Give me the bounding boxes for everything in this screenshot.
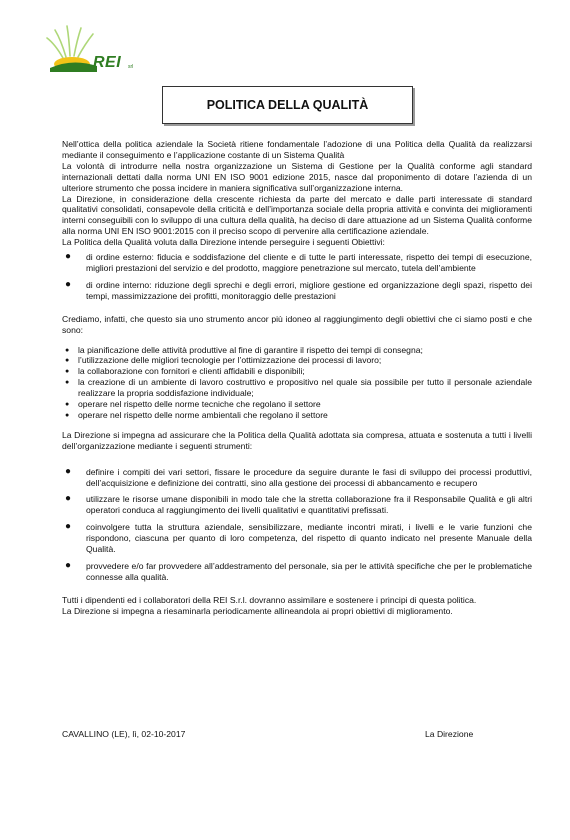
commitment-paragraph: La Direzione si impegna ad assicurare che la Politica della Qualità adottata sia compresa, attuata e sostenuta a tutti i livelli dell’organizzazione mediante i seguenti strumenti: [62,429,532,451]
list-item: ● la pianificazione delle attività produttive al fine di garantire il rispetto dei tempi di consegna; [65,344,423,355]
list-item: ● la collaborazione con fornitori e clienti affidabili e disponibili; [65,366,305,377]
intro-paragraph: La volontà di introdurre nella nostra organizzazione un Sistema di Gestione per la Qualità conforme agli standard internazionali dettati dalla norma UNI EN ISO 9001 edizione 2015, nasce dal proponimento di dotare l’azienda di un ulteriore strumento che possa incidere in maniera significativa sull’organizzazione interna. [62,160,532,193]
company-logo [45,22,135,74]
list-item: ● utilizzare le risorse umane disponibili in modo tale che la stretta collaborazione fra il Responsabile Qualità e gli altri operatori conduca al raggiungimento dei livelli qualitativi e quantitativi prefissati. [65,493,532,516]
bullet-icon: ● [65,251,72,263]
place-date: CAVALLINO (LE), lì, 02-10-2017 [62,729,186,739]
logo-suffix: srl [128,64,134,70]
logo-wordmark: REI [93,54,122,71]
bullet-icon: ● [65,521,72,533]
document-body [62,139,532,617]
goals-list [62,345,532,421]
signature: La Direzione [425,729,474,739]
bullet-icon: ● [65,401,70,409]
bullet-icon: ● [65,346,70,354]
logo-graphic [45,22,135,74]
list-item: ● la creazione di un ambiente di lavoro costruttivo e propositivo nel quale sia possibile per tutto il personale aziendale realizzare la propria soddisfazione individuale; [65,377,532,399]
bullet-icon: ● [65,278,72,290]
list-item: ● definire i compiti dei vari settori, fissare le procedure da seguire durante le fasi di sviluppo dei processi produttivi, dell’acquisizione e definizione dei contratti, sino alla gestione dei processi di abbancamento e recupero [65,465,532,488]
intro-paragraph: La Politica della Qualità voluta dalla Direzione intende perseguire i seguenti Obiettivi: [62,237,385,248]
intro-paragraph: Nell’ottica della politica aziendale la Società ritiene fondamentale l’adozione di una Politica della Qualità da realizzarsi mediante il conseguimento e l’applicazione costante di un Sistema Qualità [62,139,532,160]
bullet-icon: ● [65,493,72,505]
intro-paragraph: La Direzione, in considerazione della crescente richiesta da parte del mercato e dalle parti interessate di standard qualitativi consolidati, consapevole della criticità e dell’importanza sociale della propria attività e convinta dei miglioramenti interni conseguibili con lo sviluppo di una cultura della qualità, ha deciso di dare attuazione ad un Sistema Qualità conforme alla norma UNI EN ISO 9001:2015 con il preciso scopo di pervenire alla certificazione aziendale. [62,193,532,237]
believe-paragraph: Crediamo, infatti, che questo sia uno strumento ancor più idoneo al raggiungimento degli obiettivi che ci siamo posti e che sono: [62,313,532,335]
bullet-icon: ● [65,357,70,365]
objectives-list [62,252,532,302]
bullet-icon: ● [65,411,70,419]
bullet-icon: ● [65,465,72,477]
closing-paragraph: Tutti i dipendenti ed i collaboratori della REI S.r.l. dovranno assimilare e sostenere i principi di questa politica. [62,594,477,605]
list-item: ● operare nel rispetto delle norme ambientali che regolano il settore [65,409,328,420]
list-item: ● operare nel rispetto delle norme tecniche che regolano il settore [65,399,321,410]
bullet-icon: ● [65,368,70,376]
bullet-icon: ● [65,560,72,571]
bullet-icon: ● [65,379,70,387]
list-item: ● di ordine esterno: fiducia e soddisfazione del cliente e di tutte le parti interessate, rispetto dei tempi di esecuzione, migliori prestazioni del servizio e del prodotto, maggiore penetrazione sul mercato, tutela dell’ambiente [65,251,532,273]
tools-list [62,467,532,583]
list-item: ● di ordine interno: riduzione degli sprechi e degli errori, migliore gestione ed organizzazione degli spazi, rispetto dei tempi, massimizzazione dei profitti, monitoraggio delle prestazioni [65,278,532,301]
page-title: POLITICA DELLA QUALITÀ [206,98,369,112]
closing-paragraph: La Direzione si impegna a riesaminarla periodicamente allineandola ai propri obiettivi di miglioramento. [62,605,453,616]
title-box [162,86,413,124]
list-item: ● provvedere e/o far provvedere all’addestramento del personale, sia per le attività specifiche che per le problematiche connesse alla qualità. [65,560,532,582]
list-item: ● coinvolgere tutta la struttura aziendale, sensibilizzare, mediante incontri mirati, i livelli e le varie funzioni che rispondono, ciascuna per quanto di loro competenza, del rispetto di quanto indicato nel presente Manuale della Qualità. [65,521,532,555]
list-item: ● l’utilizzazione delle migliori tecnologie per l’ottimizzazione dei processi di lavoro; [65,355,382,366]
